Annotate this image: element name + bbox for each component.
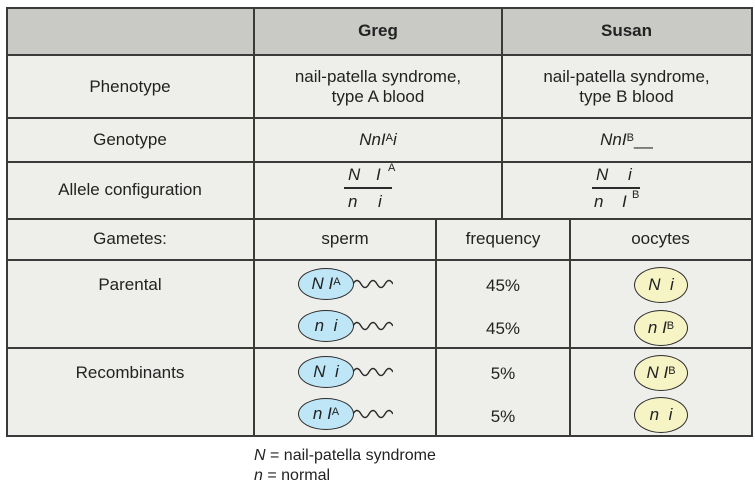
sperm-allele-b: I xyxy=(328,274,334,293)
legend-text-n: = normal xyxy=(262,467,331,484)
allele-greg-top-sup: A xyxy=(388,162,396,174)
allele-greg-bar xyxy=(344,187,392,189)
sperm-tail xyxy=(353,406,393,422)
gametes-oocytes: oocytes xyxy=(631,229,690,248)
oocyte-recomb-1 xyxy=(634,355,688,391)
genotype-greg-tail: i xyxy=(393,130,397,149)
grid-bottom xyxy=(6,435,752,437)
gametes-frequency: frequency xyxy=(465,229,541,248)
grid-right xyxy=(751,7,753,437)
header-susan: Susan xyxy=(502,8,751,54)
sperm-tail xyxy=(353,364,393,380)
freq-parental-2: 45% xyxy=(485,319,521,338)
phenotype-label: Phenotype xyxy=(89,77,171,96)
phenotype-greg-line2: type A blood xyxy=(331,87,425,106)
genotype-susan xyxy=(502,118,751,162)
oocyte-allele-a: N xyxy=(648,275,661,294)
grid-allele-bottom xyxy=(6,218,752,220)
genotype-greg xyxy=(254,118,502,162)
oocyte-allele-b: I xyxy=(662,318,667,337)
allele-susan-bottom-a: n xyxy=(594,192,604,211)
oocyte-allele-b: i xyxy=(668,405,673,424)
allele-greg xyxy=(344,162,404,218)
sperm-allele-b: i xyxy=(333,316,338,335)
phenotype-greg-line1: nail-patella syndrome, xyxy=(294,67,462,86)
legend-symbol-N: N xyxy=(254,447,266,464)
sperm-tail xyxy=(353,318,393,334)
grid-col-freq-right xyxy=(569,218,571,437)
legend-symbol-n: n xyxy=(254,467,263,484)
oocyte-allele-a: n xyxy=(647,318,658,337)
genotype-susan-sup: B xyxy=(626,132,634,144)
allele-susan-top-b: i xyxy=(628,165,632,184)
sperm-allele-sup: A xyxy=(331,406,340,418)
grid-gametes-bottom xyxy=(6,259,752,261)
phenotype-greg xyxy=(254,56,502,118)
grid-header-bottom xyxy=(6,54,752,56)
gametes-sperm: sperm xyxy=(321,229,369,248)
oocyte-allele-sup: B xyxy=(666,320,675,332)
sperm-parental-1 xyxy=(298,268,398,302)
grid-col2-upper xyxy=(501,7,503,219)
oocyte-allele-a: N xyxy=(646,363,659,382)
grid-left xyxy=(6,7,8,437)
grid-genotype-bottom xyxy=(6,161,752,163)
oocyte-allele-a: n xyxy=(649,405,660,424)
parental-label: Parental xyxy=(98,275,162,294)
oocyte-recomb-2 xyxy=(634,397,688,433)
genotype-label: Genotype xyxy=(93,130,167,149)
grid-parental-bottom xyxy=(6,347,752,349)
allele-greg-bottom-a: n xyxy=(348,192,358,211)
grid-col-freq-left xyxy=(435,218,437,437)
allele-greg-bottom-b: i xyxy=(378,192,382,211)
freq-parental-1: 45% xyxy=(485,276,521,295)
sperm-allele-a: n xyxy=(312,404,323,423)
sperm-allele-b: i xyxy=(334,362,339,381)
allele-greg-top-b: I xyxy=(376,165,381,184)
oocyte-parental-2 xyxy=(634,310,688,346)
sperm-allele-sup: A xyxy=(333,276,341,288)
oocyte-allele-b: I xyxy=(663,363,669,382)
grid-phenotype-bottom xyxy=(6,117,752,119)
sperm-recomb-2 xyxy=(298,398,398,432)
sperm-allele-a: N xyxy=(311,274,324,293)
oocyte-allele-b: i xyxy=(669,275,674,294)
sperm-head xyxy=(298,310,354,342)
phenotype-susan-line1: nail-patella syndrome, xyxy=(543,67,710,86)
sperm-recomb-1 xyxy=(298,356,398,390)
oocyte-parental-1 xyxy=(634,267,688,303)
allele-greg-top-a: N xyxy=(348,165,361,184)
genotype-susan-tail: __ xyxy=(633,130,653,149)
grid-top xyxy=(6,7,752,9)
gametes-label: Gametes: xyxy=(93,229,167,248)
genotype-greg-base: NnI xyxy=(359,130,386,149)
genotype-greg-sup: A xyxy=(385,132,394,144)
legend-text-N: = nail-patella syndrome xyxy=(265,447,436,464)
header-blank xyxy=(6,8,254,54)
header-greg: Greg xyxy=(254,8,502,54)
freq-recomb-2: 5% xyxy=(490,407,516,426)
sperm-tail xyxy=(353,276,393,292)
freq-recomb-1: 5% xyxy=(490,364,516,383)
sperm-head xyxy=(298,398,354,430)
sperm-head xyxy=(298,268,354,300)
allele-susan-top-a: N xyxy=(596,165,609,184)
grid-col1 xyxy=(253,7,255,437)
recombinants-label: Recombinants xyxy=(75,363,185,382)
phenotype-susan xyxy=(502,56,751,118)
genotype-susan-base: NnI xyxy=(600,130,627,149)
sperm-head xyxy=(298,356,354,388)
oocyte-allele-sup: B xyxy=(668,365,676,377)
legend-line-1 xyxy=(254,446,436,466)
sperm-allele-b: I xyxy=(327,404,332,423)
phenotype-susan-line2: type B blood xyxy=(579,87,674,106)
legend-line-2 xyxy=(254,466,330,486)
allele-susan-bottom-b: I xyxy=(622,192,627,211)
allele-susan-bottom-sup: B xyxy=(632,189,640,201)
sperm-allele-a: n xyxy=(314,316,325,335)
sperm-allele-a: N xyxy=(313,362,326,381)
allele-label: Allele configuration xyxy=(58,180,202,199)
allele-susan xyxy=(592,162,652,218)
sperm-parental-2 xyxy=(298,310,398,344)
